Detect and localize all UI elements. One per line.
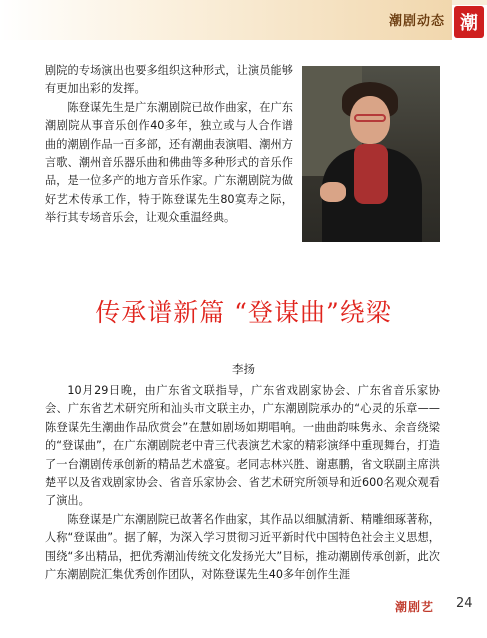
article-paragraph-1: 10月29日晚，由广东省文联指导，广东省戏剧家协会、广东省音乐家协会、广东省艺术研究所和汕头市文联主办，广东潮剧院承办的“心灵的乐章——陈登谋先生潮曲作品欣赏会”在慧如剧场如期唱响。一曲曲韵味隽永、余音绕梁的“登谋曲”，在广东潮剧院老中青三代表演艺术家的精彩演绎中重现舞台，打造了一台潮剧传承创新的精品艺术盛宴。老同志林兴胜、谢惠鹏，省文联副主席洪楚平以及省戏剧家协会、省音乐家协会、省艺术研究所领导和近600名观众观看了演出。: [45, 384, 440, 508]
article-paragraph-2: 陈登谋是广东潮剧院已故著名作曲家，其作品以细腻清新、精雕细琢著称，人称“登谋曲”。据了解，为深入学习贯彻习近平新时代中国特色社会主义思想，围绕“多出精品，把优秀潮汕传统文化发扬光大”目标，推动潮剧传承创新，此次广东潮剧院汇集优秀创作团队，对陈登谋先生40多年创作生涯: [45, 512, 440, 582]
photo-figure-scarf: [354, 144, 388, 204]
page-number: 24: [456, 596, 473, 611]
composer-photo: [302, 66, 440, 242]
section-title: 潮剧动态: [388, 14, 445, 29]
intro-text: [45, 62, 293, 228]
photo-figure-hand: [320, 182, 346, 202]
header-strip: [0, 0, 452, 40]
intro-paragraph-2: 陈登谋先生是广东潮剧院已故作曲家，在广东潮剧院从事音乐创作40多年，独立或与人合作谱曲的潮剧作品一百多部，还有潮曲表演唱、潮州方言歌、潮州音乐器乐曲和佛曲等多种形式的音乐作品，是一位多产的地方音乐作家。广东潮剧院为做好艺术传承工作，特于陈登谋先生80寞寿之际，举行其专场音乐会，让观众重温经典。: [45, 100, 293, 225]
article-headline: 传承谱新篇 “登谋曲”绕梁: [95, 298, 392, 327]
photo-figure-glasses: [354, 114, 386, 122]
article-body: [45, 382, 440, 584]
intro-paragraph-1: 剧院的专场演出也要多组织这种形式，让演员能够有更加出彩的发挥。: [45, 64, 293, 96]
article-author: 李扬: [232, 362, 255, 376]
corner-emblem-char: 潮: [460, 13, 478, 34]
corner-emblem-icon: [454, 6, 484, 38]
magazine-logo: 潮剧艺: [395, 600, 435, 614]
